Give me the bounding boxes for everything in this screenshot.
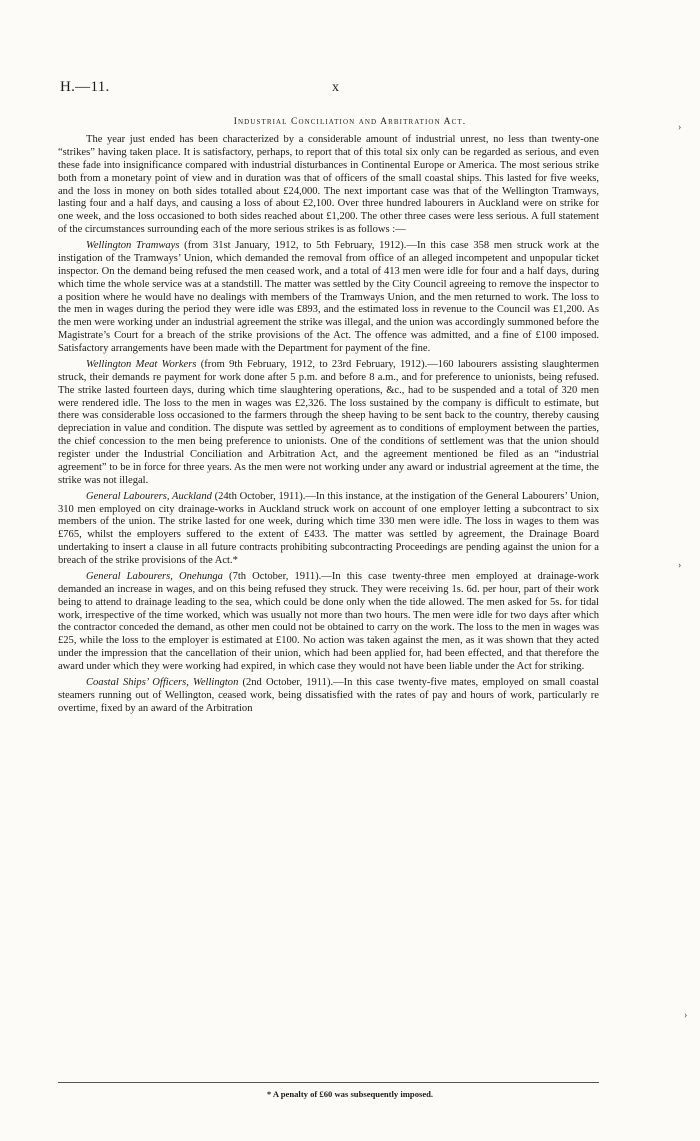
paragraph-wellington-tramways xyxy=(58,240,599,356)
paragraph-intro xyxy=(58,134,599,237)
section-title: Industrial Conciliation and Arbitration Act. xyxy=(233,117,467,127)
margin-tick-mark: › xyxy=(684,1010,688,1021)
paragraph-general-labourers-onehunga xyxy=(58,571,599,674)
paragraph-heading: Wellington Tramways xyxy=(86,240,180,251)
paragraph-heading: General Labourers, Auckland xyxy=(86,490,212,502)
paragraph-heading: General Labourers, Onehunga xyxy=(86,570,223,582)
margin-tick-mark: › xyxy=(678,560,682,571)
paragraph-intro-text: The year just ended has been characterized by a considerable amount of industrial unrest, no less than twenty-one “strikes” having taken place. It is satisfactory, perhaps, to report that of this total six only can be regarded as serious, and even these fade into insignificance compared with industrial disturbances in Continental Europe or America. The most serious strike both from a monetary point of view and in duration was that of officers of the small coastal ships. This lasted for five weeks, and the loss in money on both sides totalled about £24,000. The next important case was that of the Wellington Tramways, lasting four and a half days, and causing a loss of about £2,100. Over three hundred labourers in Auckland were on strike for one week, and the loss occasioned to both sides reached about £1,200. The other three cases were less serious. A full statement of the circumstances surrounding each of the more serious strikes is as follows :— xyxy=(58,134,599,236)
paragraph-wellington-meat-workers xyxy=(58,359,599,488)
paragraph-body: (24th October, 1911).—In this instance, at the instigation of the General Labourers’ Union, 310 men employed on city drainage-works in Auckland struck work on account of one employer letting a subcontract to six members of the union. The strike lasted for one week, during which time 330 men were idle. The loss in wages to them was £765, whilst the employers suffered to the extent of £433. The matter was settled by agreement, the Drainage Board undertaking to insert a clause in all future contracts prohibiting subcontracting Proceedings are pending against the union for a breach of the strike provisions of the Act.* xyxy=(58,490,600,566)
footnote: * A penalty of £60 was subsequently imposed. xyxy=(266,1089,434,1099)
document-reference: H.—11. xyxy=(60,79,110,95)
paragraph-body: (from 9th February, 1912, to 23rd February, 1912).—160 labourers assisting slaughtermen struck, their demands re payment for work done after 5 p.m. and before 8 a.m., and for preference to unionists, being refused. The strike lasted fourteen days, during which time slaughtering operations, &c., had to be suspended and a total of 320 men were rendered idle. The loss to the men in wages was £2,326. The loss sustained by the company is difficult to estimate, but there was considerable loss occasioned to the farmers through the sheep having to be sent back to the country, thereby causing depreciation in value and condition. The dispute was settled by agreement as to conditions of employment between the parties, the chief concession to the men being preference to unionists. One of the conditions of settlement was that the union should register under the Industrial Conciliation and Arbitration Act, and the agreement mentioned be filed as an “industrial agreement” to be in force for three years. As the men were not working under any award or industrial agreement at the time, the strike was not illegal. xyxy=(58,358,599,486)
footnote-rule xyxy=(58,1082,599,1083)
paragraph-body: (7th October, 1911).—In this case twenty-three men employed at drainage-work demanded an increase in wages, and on this being refused they struck. They were receiving 1s. 6d. per hour, part of their work being to attend to drainage leading to the sea, which could be done only when the tide allowed. The men asked for 5s. for tidal work, irrespective of the time worked, which was usually not more than two hours. The men were idle for two days after which the contractor conceded the demand, as other men could not be obtained to carry on the work. The loss to the men in wages was £25, while the loss to the employer is estimated at £100. No action was taken against the men, as it was shown that they acted under the impression that the cancellation of their union, which had been applied for, had been effected, and that therefore the award under which they were working had expired, in which case they would not have been liable under the Act for striking. xyxy=(58,570,599,672)
paragraph-heading: Wellington Meat Workers xyxy=(86,358,197,370)
paragraph-coastal-ships-officers xyxy=(58,677,599,716)
paragraph-heading: Coastal Ships’ Officers, Wellington xyxy=(86,676,239,688)
page-number: x xyxy=(332,80,340,95)
paragraph-general-labourers-auckland xyxy=(58,491,599,568)
paragraph-body: (2nd October, 1911).—In this case twenty-five mates, employed on small coastal steamers running out of Wellington, ceased work, being dissatisfied with the rates of pay and hours of work, particularly re overtime, fixed by an award of the Arbitration xyxy=(58,676,599,714)
margin-tick-mark: › xyxy=(678,122,682,133)
paragraph-body: (from 31st January, 1912, to 5th February, 1912).—In this case 358 men struck work at the instigation of the Tramways’ Union, which demanded the removal from office of an alleged incompetent and unpopular ticket inspector. On the demand being refused the men ceased work, and a total of 413 men were idle for four and a half days, during which time the whole service was at a standstill. The matter was settled by the City Council agreeing to remove the inspector to a position where he would have no dealings with members of the Tramways Union, and the men returned to work. The loss to the men in wages during the period they were idle was £893, and the estimated loss in revenue to the Council was £1,200. As the men were working under an industrial agreement the strike was illegal, and the union was accordingly summoned before the Magistrate’s Court for a breach of the strike provisions of the Act. The offence was admitted, and a fine of £100 imposed. Satisfactory arrangements have been made with the Department for payment of the fine. xyxy=(58,240,600,354)
body-text xyxy=(58,134,599,716)
